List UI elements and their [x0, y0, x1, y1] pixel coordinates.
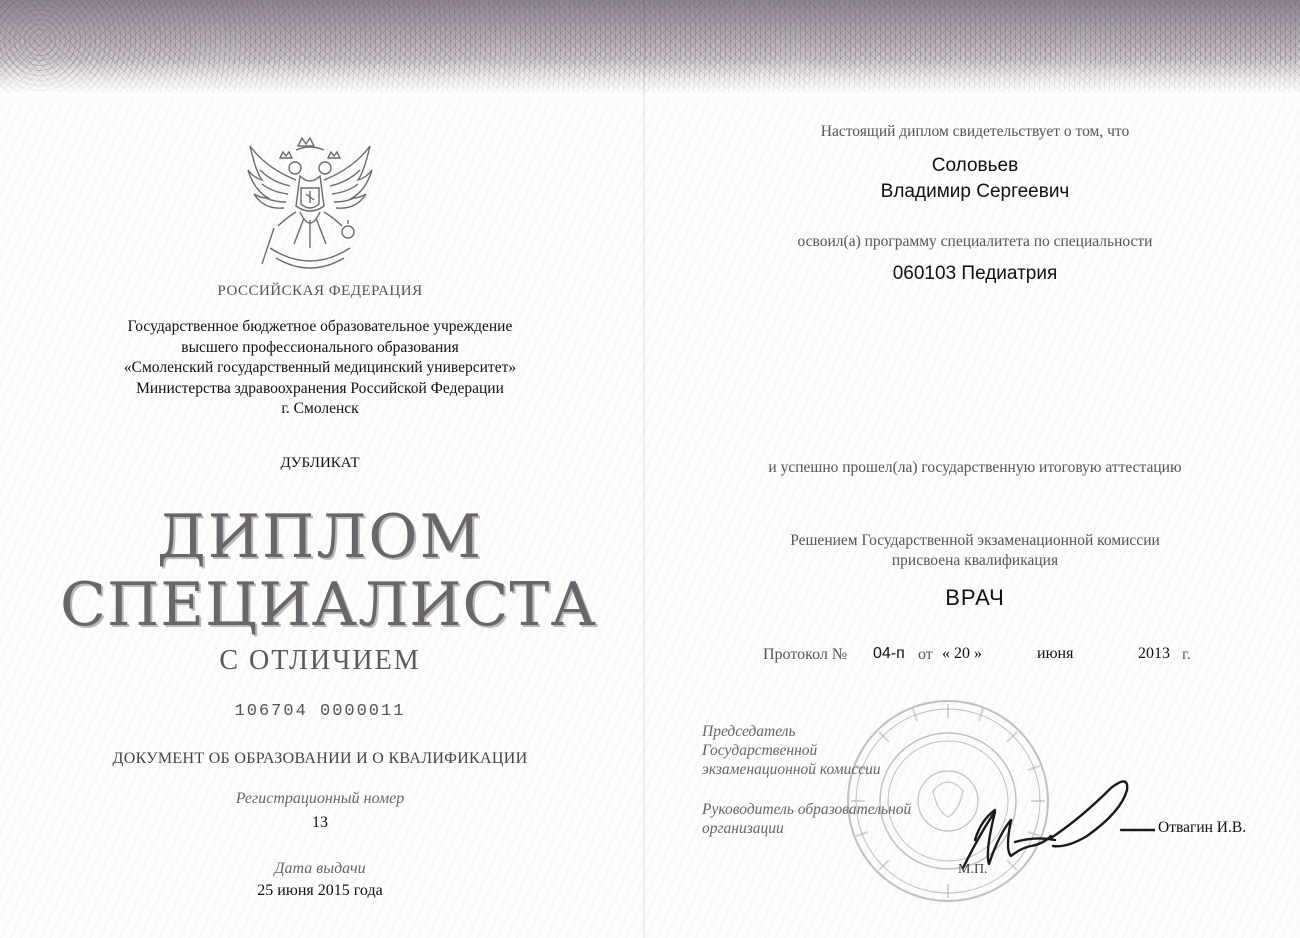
issue-date: 25 июня 2015 года [257, 882, 383, 899]
decision-text [690, 531, 1260, 571]
country-name: РОССИЙСКАЯ ФЕДЕРАЦИЯ [217, 283, 423, 299]
diploma-title-line2: СПЕЦИАЛИСТА [60, 570, 597, 640]
institution-line: высшего профессионального образования [181, 338, 459, 356]
decision-line: Решением Государственной экзаменационной комиссии [790, 532, 1160, 549]
duplicate-label: ДУБЛИКАТ [280, 455, 360, 471]
institution-line: «Смоленский государственный медицинский университет» [123, 359, 517, 376]
signer-name: Отвагин И.В. [1158, 819, 1247, 836]
qualification: ВРАЧ [945, 585, 1005, 610]
serial-number: 106704 0000011 [234, 702, 406, 721]
specialty: 060103 Педиатрия [892, 263, 1058, 284]
graduate-name [690, 153, 1260, 205]
protocol-label: Протокол № [763, 646, 848, 663]
commission-chair-label: Председатель Государственной экзаменационной комиссии [702, 723, 881, 778]
institution-line: Государственное бюджетное образовательное учреждение [127, 318, 513, 335]
protocol-year-suffix: г. [1182, 646, 1191, 663]
program-text: освоил(а) программу специалитета по специальности [797, 233, 1153, 250]
institution-block [60, 317, 580, 420]
attestation-text: и успешно прошел(ла) государственную итоговую аттестацию [768, 459, 1182, 476]
protocol-year: 2013 [1138, 645, 1170, 662]
document-type: ДОКУМЕНТ ОБ ОБРАЗОВАНИИ И О КВАЛИФИКАЦИИ [112, 750, 528, 767]
institution-line: Министерства здравоохранения Российской Федерации [136, 379, 504, 397]
intro-text: Настоящий диплом свидетельствует о том, что [820, 123, 1130, 140]
registration-number: 13 [312, 814, 328, 831]
protocol-day: « 20 » [942, 645, 982, 662]
issue-date-label: Дата выдачи [274, 860, 366, 877]
graduate-given-names: Владимир Сергеевич [880, 181, 1070, 202]
page-fold [643, 0, 645, 938]
registration-label: Регистрационный номер [235, 790, 405, 807]
stamp-place-mark: М.П. [958, 862, 988, 877]
russian-coat-of-arms-icon [240, 128, 380, 280]
diploma-title-line1: ДИПЛОМ [156, 502, 484, 572]
diploma-title-line3: С ОТЛИЧИЕМ [219, 645, 421, 676]
organization-head-label: Руководитель образовательной организации [702, 801, 912, 837]
decision-line: присвоена квалификация [891, 552, 1059, 569]
protocol-from-label: от [918, 646, 933, 663]
protocol-number: 04-п [873, 645, 905, 662]
graduate-surname: Соловьев [931, 155, 1019, 176]
institution-line: г. Смоленск [281, 400, 359, 417]
protocol-month: июня [1037, 645, 1074, 662]
